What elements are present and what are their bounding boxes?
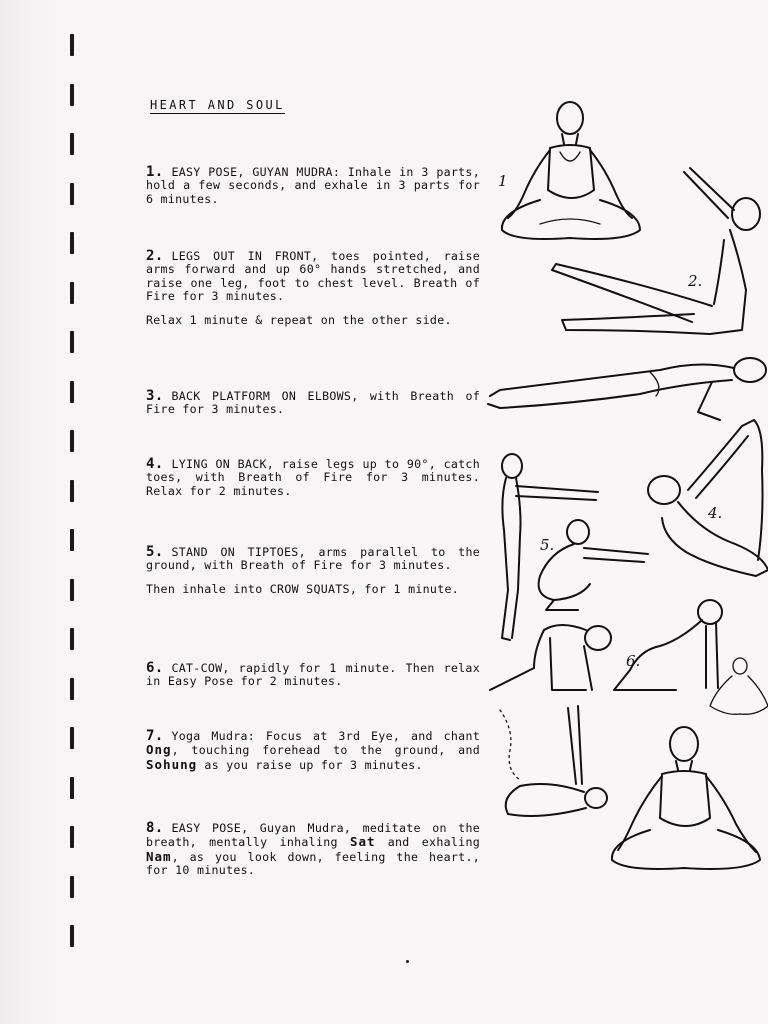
step-text: BACK PLATFORM ON ELBOWS, with Breath of Fire for 3 minutes.: [146, 389, 480, 417]
binding-hole: [70, 282, 74, 304]
step-8: [146, 822, 480, 878]
step-number: 2.: [146, 248, 164, 264]
binding-hole: [70, 480, 74, 502]
mantra-word: Sat: [349, 834, 376, 850]
pose-figure-6: [490, 600, 722, 690]
binding-hole: [70, 381, 74, 403]
pose-figure-1: [502, 102, 640, 239]
step-text: EASY POSE, Guyan Mudra, meditate on the breath, mentally inhaling: [146, 821, 480, 850]
figure-label-6: 6.: [626, 652, 641, 670]
step-number: 5.: [146, 544, 164, 560]
step-text: , touching forehead to the ground, and: [171, 743, 480, 758]
pose-illustrations-svg: [480, 90, 768, 890]
step-7: [146, 730, 480, 772]
binding-hole: [70, 232, 74, 254]
binding-hole: [70, 628, 74, 650]
binding-hole: [70, 678, 74, 700]
binding-hole: [70, 84, 74, 106]
figure-label-4: 4.: [708, 504, 723, 522]
binding-hole: [70, 34, 74, 56]
step-text: CAT-COW, rapidly for 1 minute. Then relax in Easy Pose for 2 minutes.: [146, 661, 480, 689]
mantra-word: Sohung: [146, 756, 198, 772]
step-4: [146, 458, 480, 498]
pose-figure-4: [648, 420, 768, 576]
step-text: , as you look down, feeling the heart., for 10 minutes.: [146, 849, 480, 878]
step-number: 6.: [146, 660, 164, 676]
pose-figure-2: [552, 168, 760, 334]
step-text: LYING ON BACK, raise legs up to 90°, catch toes, with Breath of Fire for 3 minutes. Relax for 2 minutes.: [146, 457, 480, 498]
binding-hole: [70, 529, 74, 551]
step-text: and exhaling: [375, 835, 481, 850]
step-number: 1.: [146, 164, 164, 180]
pose-illustrations: [480, 90, 768, 890]
pose-figure-8: [612, 727, 760, 869]
mantra-word: Ong: [146, 742, 172, 758]
page-title: HEART AND SOUL: [150, 98, 285, 112]
step-3: [146, 390, 480, 417]
step-number: 3.: [146, 388, 164, 404]
binding-holes: [60, 0, 82, 1024]
step-text: STAND ON TIPTOES, arms parallel to the ground, with Breath of Fire for 3 minutes.: [146, 545, 480, 573]
mantra-word: Nam: [146, 848, 172, 864]
step-6: [146, 662, 480, 689]
step-number: 4.: [146, 456, 164, 472]
binding-hole: [70, 777, 74, 799]
step-extra-text: Then inhale into CROW SQUATS, for 1 minute.: [146, 581, 460, 596]
binding-hole: [70, 826, 74, 848]
binding-hole: [70, 430, 74, 452]
step-text: as you raise up for 3 minutes.: [197, 757, 423, 772]
step-number: 8.: [146, 820, 164, 836]
step-text: Yoga Mudra: Focus at 3rd Eye, and chant: [171, 729, 480, 743]
speck: [406, 960, 409, 963]
step-2: [146, 250, 480, 327]
step-text: LEGS OUT IN FRONT, toes pointed, raise arms forward and up 60° hands stretched, and raise one leg, foot to chest level. Breath of Fire for 3 minutes.: [146, 249, 480, 304]
binding-hole: [70, 183, 74, 205]
step-number: 7.: [146, 728, 164, 744]
pose-figure-5b: [539, 520, 648, 610]
binding-hole: [70, 133, 74, 155]
binding-hole: [70, 925, 74, 947]
figure-label-5: 5.: [540, 536, 555, 554]
binding-hole: [70, 727, 74, 749]
step-1: [146, 166, 480, 206]
figure-label-2: 2.: [688, 272, 703, 290]
step-extra-text: Relax 1 minute & repeat on the other side.: [146, 312, 452, 327]
pose-figure-7: [500, 706, 607, 816]
step-5: [146, 546, 480, 596]
binding-hole: [70, 876, 74, 898]
binding-hole: [70, 331, 74, 353]
binding-hole: [70, 579, 74, 601]
figure-label-1: 1: [498, 172, 508, 190]
step-text: EASY POSE, GUYAN MUDRA: Inhale in 3 parts, hold a few seconds, and exhale in 3 parts for 6 minutes.: [146, 165, 480, 206]
pose-figure-3: [488, 358, 766, 420]
